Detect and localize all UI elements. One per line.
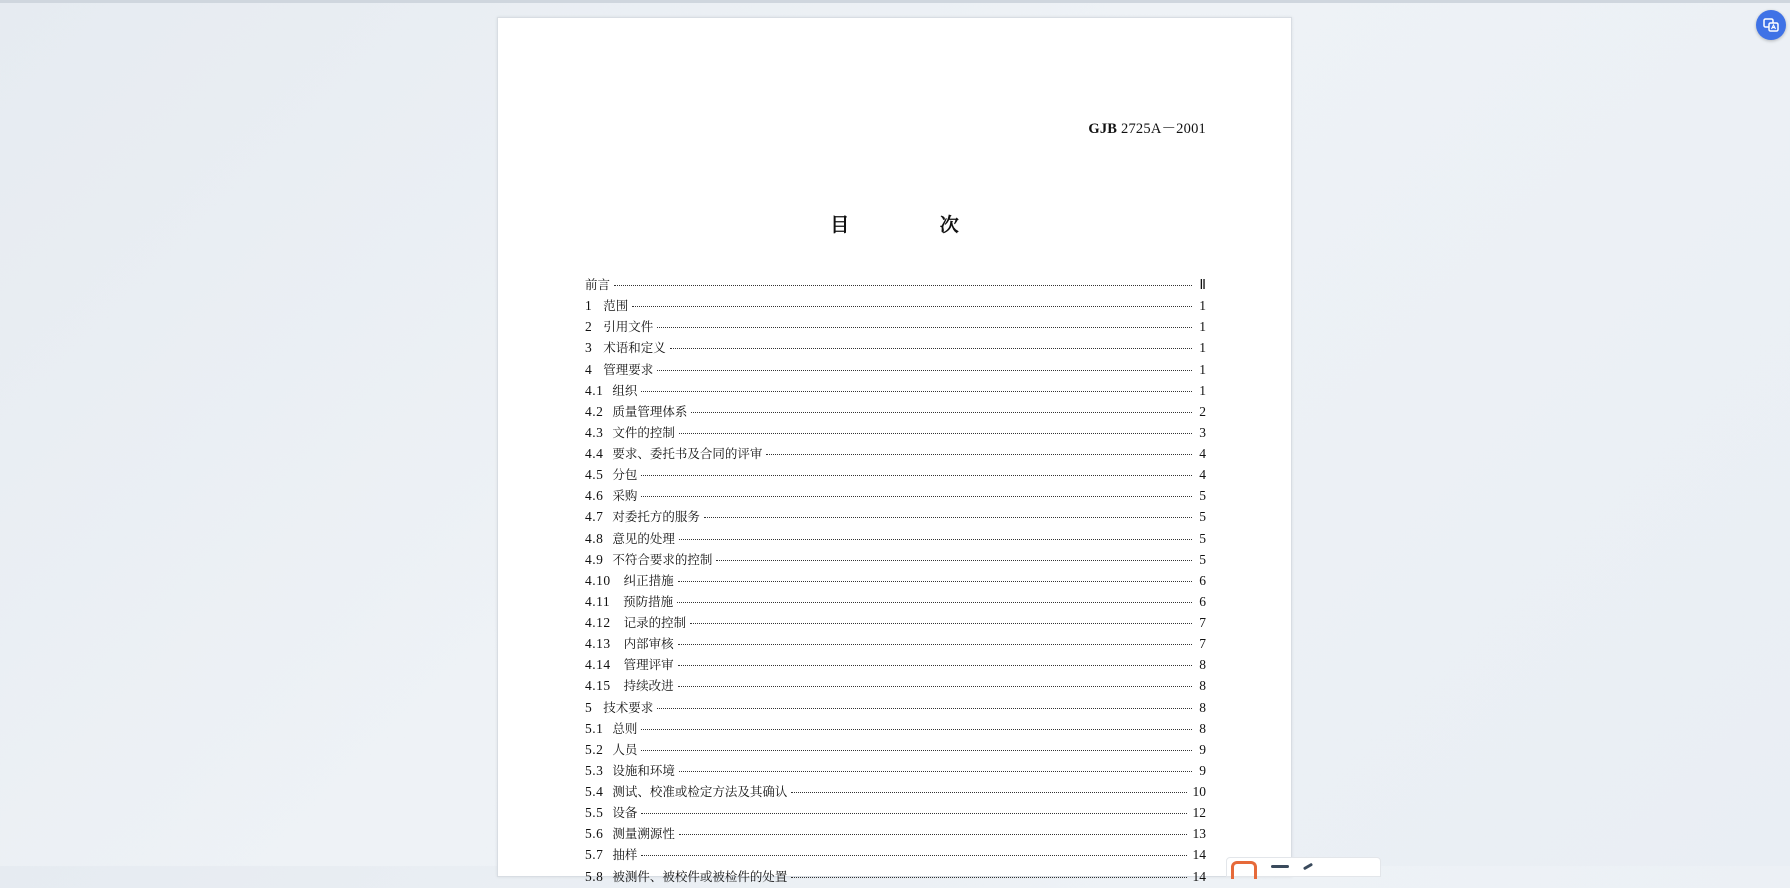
toc-entry-number: 1: [585, 298, 593, 314]
toc-entry[interactable]: [585, 360, 1206, 381]
toc-entry-page: 8: [1199, 657, 1206, 673]
toc-entry-label: 持续改进: [623, 678, 674, 694]
toc-dot-leader: [678, 665, 1192, 666]
toc-entry-page: 1: [1199, 298, 1206, 314]
toc-dot-leader: [679, 771, 1192, 772]
toc-entry[interactable]: [585, 529, 1206, 550]
toc-entry[interactable]: [585, 655, 1206, 676]
toc-entry-label: 不符合要求的控制: [612, 551, 713, 567]
toc-dot-leader: [641, 391, 1192, 392]
toc-entry-page: 5: [1199, 530, 1206, 546]
widget-mark: [1303, 863, 1313, 871]
toc-entry-label: 技术要求: [603, 699, 654, 715]
toc-dot-leader: [614, 285, 1192, 286]
toc-entry-page: 5: [1199, 509, 1206, 525]
toc-entry-number: 4.13: [585, 636, 611, 652]
toc-entry-page: 1: [1199, 340, 1206, 356]
toc-entry[interactable]: [585, 676, 1206, 697]
toc-entry-label: 前言: [585, 277, 611, 292]
toc-entry-number: 5.2: [585, 741, 604, 757]
toc-entry-page: 4: [1199, 467, 1206, 483]
toc-dot-leader: [641, 855, 1186, 856]
translate-icon: [1762, 16, 1780, 34]
toc-entry-page: 14: [1192, 868, 1206, 884]
toc-entry-page: Ⅱ: [1199, 277, 1206, 292]
toc-entry-label: 人员: [612, 741, 638, 757]
toc-entry-label: 术语和定义: [603, 340, 666, 356]
toc-dot-leader: [766, 454, 1192, 455]
top-toolbar-strip: [0, 0, 1790, 3]
toc-entry-number: 4.4: [585, 446, 604, 461]
toc-entry[interactable]: [585, 803, 1206, 824]
document-code: [1088, 117, 1206, 138]
toc-dot-leader: [641, 813, 1186, 814]
toc-dot-leader: [632, 306, 1192, 307]
toc-entry-number: 5.8: [585, 868, 604, 884]
toc-entry-number: 5.6: [585, 826, 604, 842]
toc-entry[interactable]: [585, 824, 1206, 845]
toc-dot-leader: [690, 623, 1192, 624]
toc-entry-number: 4.12: [585, 615, 611, 630]
toc-entry-label: 管理评审: [623, 657, 674, 673]
toc-entry[interactable]: [585, 634, 1206, 655]
toc-entry-label: 范围: [603, 298, 629, 314]
toc-entry-number: 3: [585, 340, 593, 356]
toc-entry-page: 12: [1192, 805, 1206, 821]
toc-entry[interactable]: [585, 338, 1206, 359]
toc-entry-page: 1: [1199, 361, 1206, 377]
toc-entry[interactable]: [585, 845, 1206, 866]
document-code-number: 2725A－2001: [1121, 121, 1206, 137]
toc-entry-number: 4.11: [585, 593, 611, 609]
toc-entry-number: 4: [585, 361, 593, 377]
table-of-contents: [585, 275, 1206, 888]
toc-entry-number: 4.2: [585, 403, 604, 419]
toc-entry-page: 2: [1199, 403, 1206, 419]
toc-entry-label: 要求、委托书及合同的评审: [612, 446, 763, 461]
toc-entry-number: 5.5: [585, 805, 604, 821]
toc-entry[interactable]: [585, 423, 1206, 444]
toc-entry[interactable]: [585, 782, 1206, 803]
toc-entry-page: 8: [1199, 699, 1206, 715]
toc-entry-label: 引用文件: [603, 319, 654, 335]
toc-entry-page: 6: [1199, 572, 1206, 588]
toc-dot-leader: [678, 644, 1192, 645]
toc-dot-leader: [678, 581, 1192, 582]
toc-entry-page: 9: [1199, 741, 1206, 757]
toc-dot-leader: [704, 517, 1192, 518]
toc-entry-label: 对委托方的服务: [612, 509, 700, 525]
toc-dot-leader: [791, 792, 1186, 793]
toc-entry-page: 1: [1199, 382, 1206, 398]
toc-entry[interactable]: [585, 613, 1206, 634]
toc-dot-leader: [641, 475, 1192, 476]
toc-entry[interactable]: [585, 381, 1206, 402]
toc-entry[interactable]: [585, 550, 1206, 571]
toc-dot-leader: [657, 708, 1192, 709]
toc-entry-page: 8: [1199, 720, 1206, 736]
toc-entry-page: 5: [1199, 551, 1206, 567]
toc-entry-label: 被测件、被校件或被检件的处置: [612, 868, 788, 884]
toc-entry-number: 5: [585, 699, 593, 715]
toc-entry[interactable]: [585, 444, 1206, 465]
toc-entry-page: 8: [1199, 678, 1206, 694]
toc-entry-page: 4: [1199, 446, 1206, 461]
toc-entry-label: 测试、校准或检定方法及其确认: [612, 784, 788, 799]
toc-dot-leader: [679, 539, 1192, 540]
toc-dot-leader: [791, 877, 1186, 878]
toc-entry-number: 4.6: [585, 488, 604, 504]
toc-entry-label: 质量管理体系: [612, 403, 688, 419]
toc-entry-label: 内部审核: [623, 636, 674, 652]
toc-dot-leader: [679, 834, 1187, 835]
toc-dot-leader: [641, 496, 1192, 497]
toc-entry-label: 管理要求: [603, 361, 654, 377]
toc-entry-number: 4.7: [585, 509, 604, 525]
toc-entry-label: 抽样: [612, 847, 638, 863]
toc-entry-page: 5: [1199, 488, 1206, 504]
toc-entry-number: 4.5: [585, 467, 604, 483]
toc-dot-leader: [641, 750, 1192, 751]
toc-dot-leader: [641, 729, 1192, 730]
toc-entry-page: 7: [1199, 636, 1206, 652]
toc-entry-label: 总则: [612, 720, 638, 736]
assistant-logo-icon: [1231, 861, 1257, 879]
toc-entry-label: 设施和环境: [612, 762, 675, 778]
toc-entry-page: 7: [1199, 615, 1206, 630]
toc-entry-number: 4.8: [585, 530, 604, 546]
toc-entry-label: 预防措施: [623, 593, 674, 609]
toc-entry[interactable]: [585, 592, 1206, 613]
toc-entry-page: 10: [1192, 784, 1206, 799]
toc-entry[interactable]: [585, 486, 1206, 507]
toc-entry-page: 3: [1199, 424, 1206, 440]
toc-entry[interactable]: [585, 761, 1206, 782]
toc-dot-leader: [670, 348, 1192, 349]
toc-entry[interactable]: [585, 465, 1206, 486]
toc-dot-leader: [716, 560, 1192, 561]
toc-dot-leader: [657, 327, 1192, 328]
toc-entry-label: 文件的控制: [612, 424, 675, 440]
toc-entry-page: 14: [1192, 847, 1206, 863]
toc-entry-number: 4.10: [585, 572, 611, 588]
toc-entry-number: 5.4: [585, 784, 604, 799]
toc-entry[interactable]: [585, 571, 1206, 592]
assistant-widget[interactable]: [1226, 857, 1381, 877]
toc-entry-label: 测量溯源性: [612, 826, 675, 842]
toc-entry-number: 5.7: [585, 847, 604, 863]
toc-title: 目 次: [830, 214, 1001, 236]
toc-entry-label: 采购: [612, 488, 638, 504]
document-code-prefix: GJB: [1088, 121, 1118, 137]
toc-entry-number: 4.9: [585, 551, 604, 567]
toc-entry-number: 4.14: [585, 657, 611, 673]
toc-entry-page: 6: [1199, 593, 1206, 609]
toc-entry-page: 13: [1192, 826, 1206, 842]
toc-entry[interactable]: [585, 402, 1206, 423]
toc-dot-leader: [691, 412, 1192, 413]
toc-entry-page: 9: [1199, 762, 1206, 778]
toc-entry[interactable]: [585, 867, 1206, 888]
toc-entry[interactable]: [585, 317, 1206, 338]
toc-dot-leader: [657, 370, 1192, 371]
toc-entry[interactable]: [585, 275, 1206, 296]
toc-entry-label: 分包: [612, 467, 638, 483]
toc-dot-leader: [678, 686, 1192, 687]
toc-dot-leader: [679, 433, 1192, 434]
translate-float-button[interactable]: [1756, 10, 1786, 40]
toc-entry[interactable]: [585, 740, 1206, 761]
toc-entry-label: 记录的控制: [623, 615, 687, 630]
toc-entry[interactable]: [585, 719, 1206, 740]
toc-entry-number: 5.3: [585, 762, 604, 778]
toc-entry[interactable]: [585, 698, 1206, 719]
toc-entry-number: 4.3: [585, 424, 604, 440]
toc-entry-label: 纠正措施: [623, 572, 674, 588]
toc-entry[interactable]: [585, 296, 1206, 317]
toc-entry-label: 组织: [612, 382, 638, 398]
toc-entry-number: 4.1: [585, 382, 604, 398]
widget-mark: [1271, 865, 1289, 868]
toc-entry-number: 4.15: [585, 678, 611, 694]
toc-entry-label: 意见的处理: [612, 530, 675, 546]
document-page: [497, 17, 1292, 884]
toc-entry-number: 5.1: [585, 720, 604, 736]
toc-entry[interactable]: [585, 507, 1206, 528]
toc-entry-number: 2: [585, 319, 593, 335]
toc-entry-page: 1: [1199, 319, 1206, 335]
toc-dot-leader: [677, 602, 1192, 603]
toc-entry-label: 设备: [612, 805, 638, 821]
